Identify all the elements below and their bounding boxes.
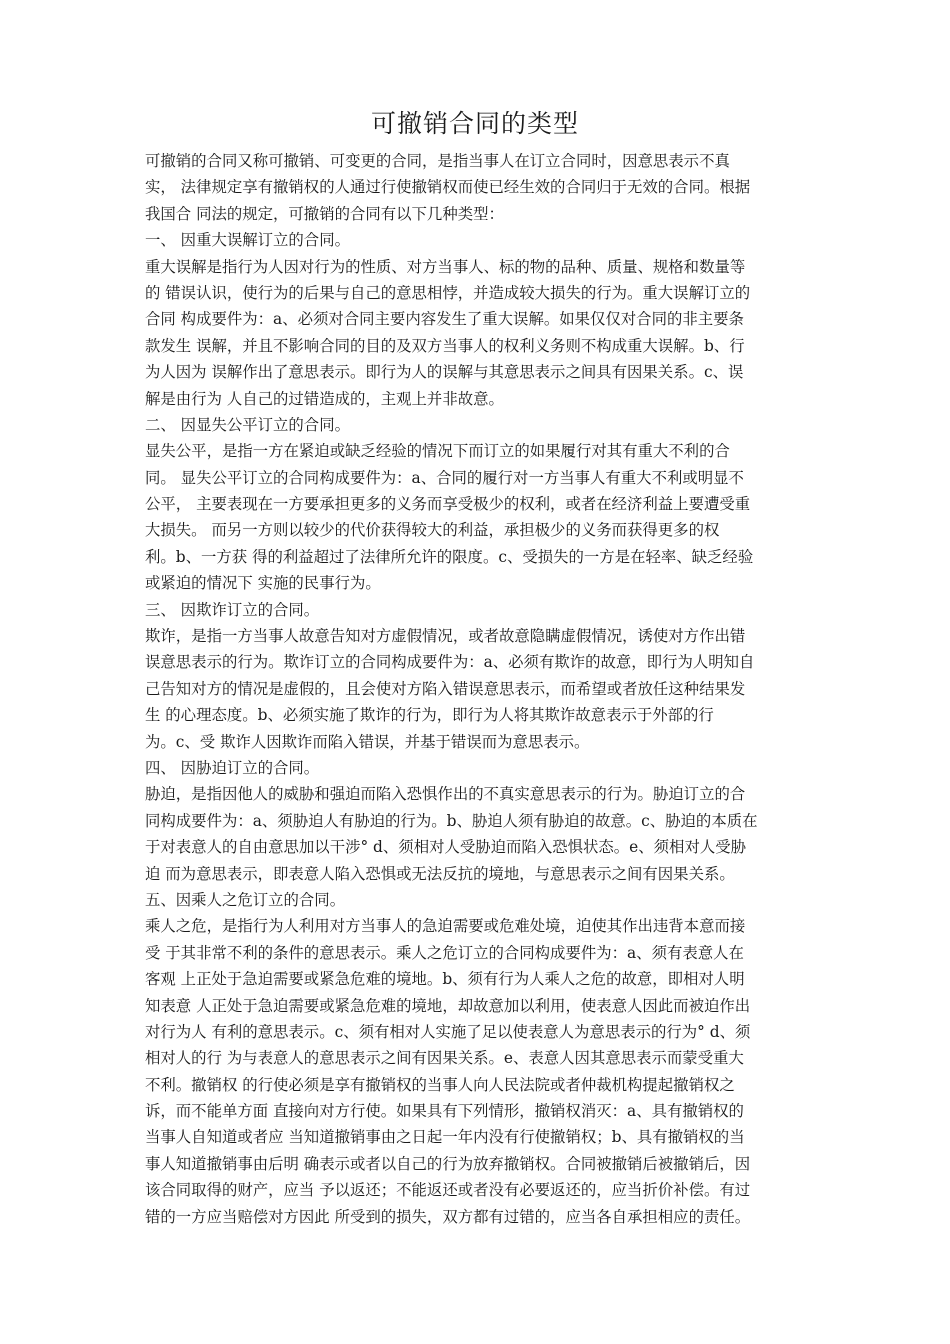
document-title: 可撤销合同的类型 (370, 109, 579, 138)
text-line: 或紧迫的情况下 实施的民事行为。 (145, 574, 381, 593)
text-line: 的 错误认识，使行为的后果与自己的意思相悖，并造成较大损失的行为。重大误解订立的 (145, 283, 751, 302)
text-line: 欺诈，是指一方当事人故意告知对方虚假情况，或者故意隐瞒虚假情况，诱使对方作出错 (145, 627, 746, 646)
text-line: 四、 因胁迫订立的合同。 (145, 758, 320, 777)
text-line: 该合同取得的财产，应当 予以返还；不能返还或者没有必要返还的，应当折价补偿。有过 (145, 1181, 751, 1200)
text-line: 一、 因重大误解订立的合同。 (145, 231, 350, 250)
text-line: 合同 构成要件为：a、必须对合同主要内容发生了重大误解。如果仅仅对合同的非主要条 (145, 310, 744, 329)
text-line: 二、 因显失公平订立的合同。 (145, 415, 350, 434)
text-line: 我国合 同法的规定，可撤销的合同有以下几种类型： (145, 204, 504, 223)
text-line: 可撤销的合同又称可撤销、可变更的合同，是指当事人在订立合同时，因意思表示不真 (145, 152, 730, 170)
text-line: 生 的心理态度。b、必须实施了欺诈的行为，即行为人将其欺诈故意表示于外部的行 (145, 706, 714, 725)
text-line: 客观 上正处于急迫需要或紧急危难的境地。b、须有行为人乘人之危的故意，即相对人明 (145, 970, 745, 989)
text-line: 解是由行为 人自己的过错造成的，主观上并非故意。 (145, 389, 504, 408)
text-line: 对行为人 有利的意思表示。c、须有相对人实施了足以使表意人为意思表示的行为° d、须 (145, 1022, 751, 1041)
text-line: 大损失。 而另一方则以较少的代价获得较大的利益，承担极少的义务而获得更多的权 (145, 521, 720, 540)
text-line: 相对人的行 为与表意人的意思表示之间有因果关系。e、表意人因其意思表示而蒙受重大 (145, 1049, 744, 1068)
document-body (145, 148, 825, 1230)
text-line: 迫 而为意思表示，即表意人陷入恐惧或无法反抗的境地，与意思表示之间有因果关系。 (145, 864, 735, 883)
text-line: 错的一方应当赔偿对方因此 所受到的损失，双方都有过错的，应当各自承担相应的责任。 (145, 1207, 751, 1226)
text-line: 受 于其非常不利的条件的意思表示。乘人之危订立的合同构成要件为：a、须有表意人在 (145, 943, 744, 962)
text-line: 诉，而不能单方面 直接向对方行使。如果具有下列情形，撤销权消灭：a、具有撤销权的 (145, 1102, 744, 1121)
text-line: 同。 显失公平订立的合同构成要件为：a、合同的履行对一方当事人有重大不利或明显不 (145, 468, 744, 487)
text-line: 同构成要件为：a、须胁迫人有胁迫的行为。b、胁迫人须有胁迫的故意。c、胁迫的本质在 (145, 811, 758, 830)
text-line: 五、因乘人之危订立的合同。 (145, 890, 346, 909)
text-line: 重大误解是指行为人因对行为的性质、对方当事人、标的物的品种、质量、规格和数量等 (145, 257, 746, 276)
text-line: 款发生 误解，并且不影响合同的目的及双方当事人的权利义务则不构成重大误解。b、行 (145, 336, 745, 355)
text-line: 为人因为 误解作出了意思表示。即行为人的误解与其意思表示之间具有因果关系。c、误 (145, 363, 744, 382)
text-line: 胁迫，是指因他人的威胁和强迫而陷入恐惧作出的不真实意思表示的行为。胁迫订立的合 (145, 785, 746, 804)
text-line: 利。b、一方获 得的利益超过了法律所允许的限度。c、受损失的一方是在轻率、缺乏经验 (145, 547, 754, 566)
text-line: 于对表意人的自由意思加以干涉° d、须相对人受胁迫而陷入恐惧状态。e、须相对人受胁 (145, 838, 747, 857)
text-line: 误意思表示的行为。欺诈订立的合同构成要件为：a、必须有欺诈的故意，即行为人明知自 (145, 653, 755, 672)
text-line: 为。c、受 欺诈人因欺诈而陷入错误，并基于错误而为意思表示。 (145, 732, 590, 751)
text-line: 当事人自知道或者应 当知道撤销事由之日起一年内没有行使撤销权；b、具有撤销权的当 (145, 1128, 745, 1147)
text-line: 实， 法律规定享有撤销权的人通过行使撤销权而使已经生效的合同归于无效的合同。根据 (145, 178, 751, 197)
text-line: 知表意 人正处于急迫需要或紧急危难的境地，却故意加以利用，使表意人因此而被迫作出 (145, 996, 751, 1015)
text-line: 公平， 主要表现在一方要承担更多的义务而享受极少的权利，或者在经济利益上要遭受重 (145, 495, 751, 514)
text-line: 不利。撤销权 的行使必须是享有撤销权的当事人向人民法院或者仲裁机构提起撤销权之 (145, 1075, 735, 1094)
text-line: 事人知道撤销事由后明 确表示或者以自己的行为放弃撤销权。合同被撤销后被撤销后，因 (145, 1154, 751, 1173)
text-line: 乘人之危，是指行为人利用对方当事人的急迫需要或危难处境，迫使其作出违背本意而接 (145, 917, 746, 936)
text-line: 己告知对方的情况是虚假的，且会使对方陷入错误意思表示，而希望或者放任这种结果发 (145, 679, 746, 698)
text-line: 显失公平，是指一方在紧迫或缺乏经验的情况下而订立的如果履行对其有重大不利的合 (145, 442, 730, 461)
text-line: 三、 因欺诈订立的合同。 (145, 600, 320, 619)
